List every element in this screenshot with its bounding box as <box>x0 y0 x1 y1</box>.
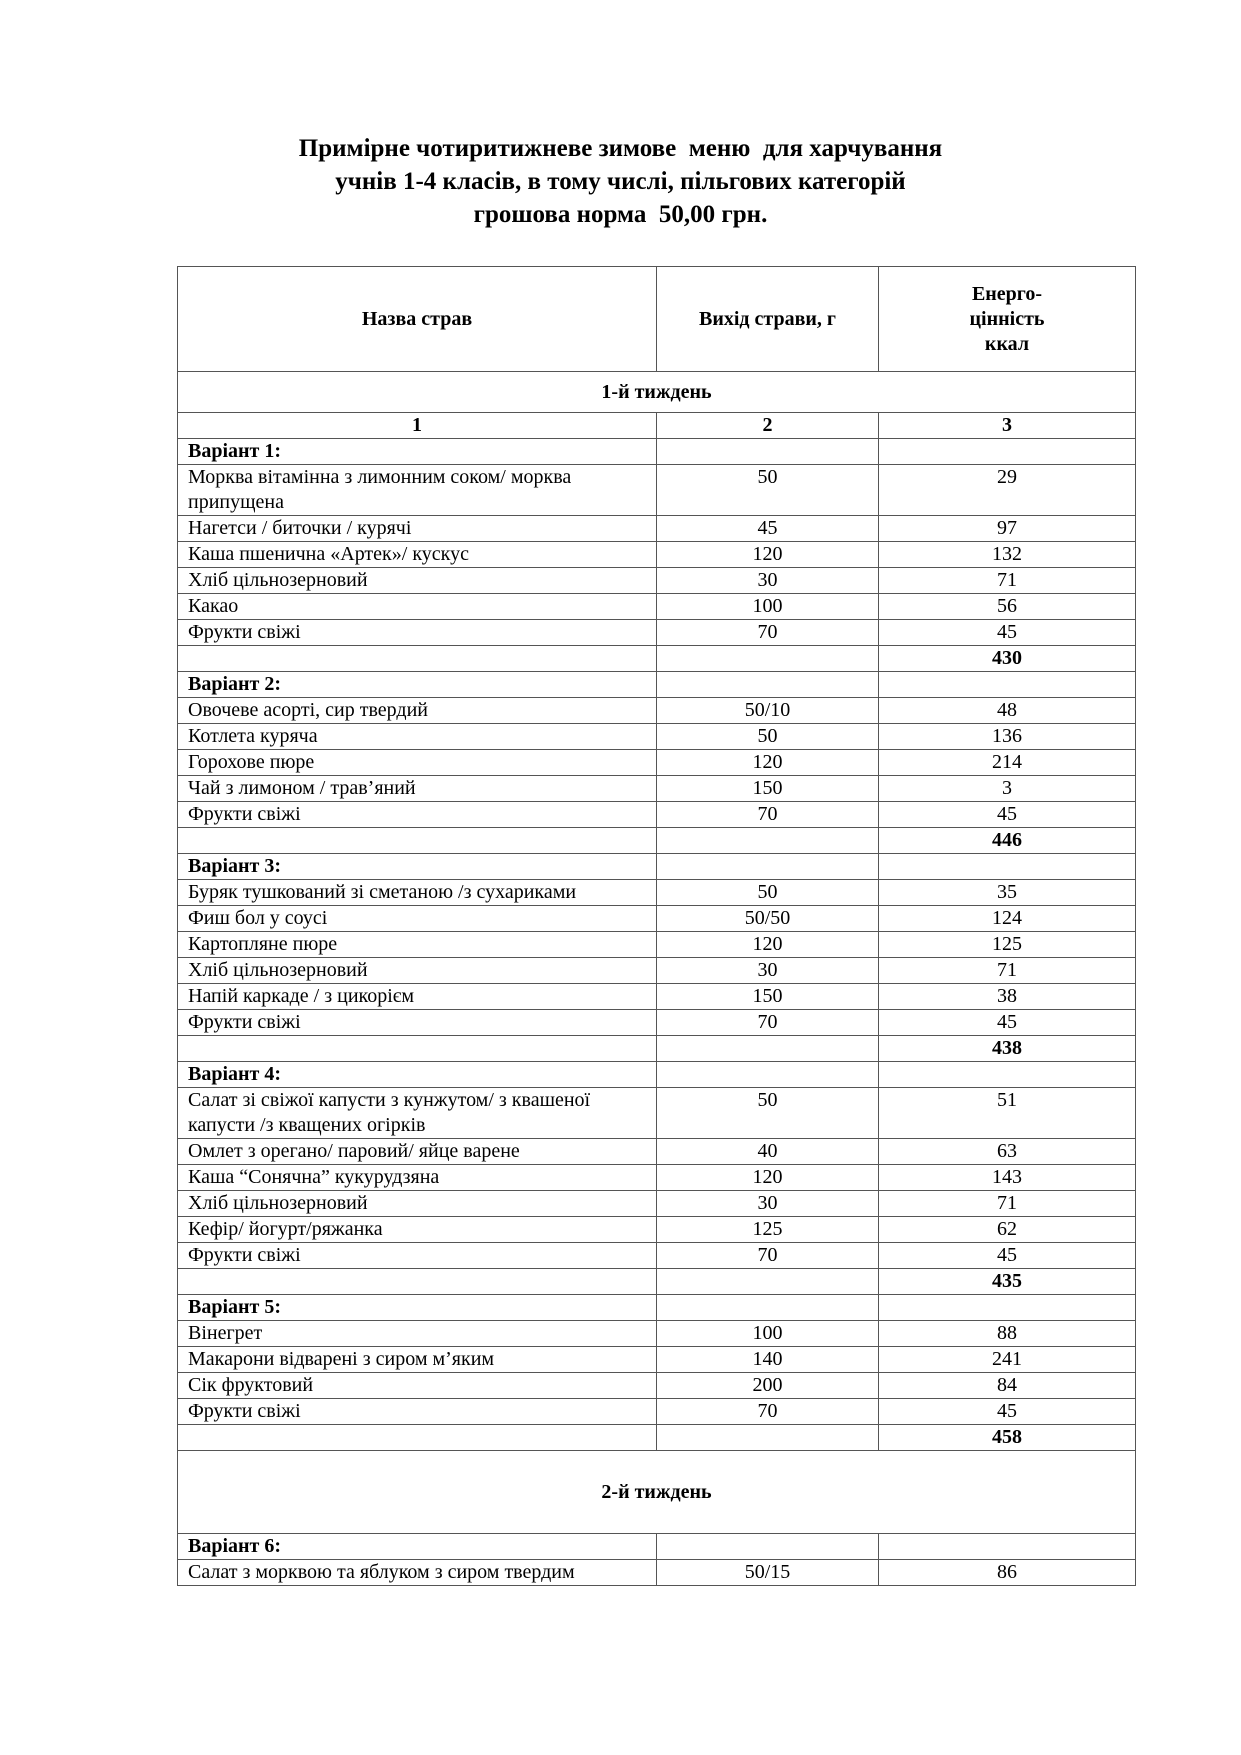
dish-yield: 50/50 <box>657 906 879 932</box>
variant-row <box>178 854 1136 880</box>
dish-name: Кефір/ йогурт/ряжанка <box>178 1217 657 1243</box>
empty-cell <box>657 828 879 854</box>
empty-cell <box>178 1036 657 1062</box>
dish-name: Котлета куряча <box>178 724 657 750</box>
dish-kcal: 51 <box>879 1088 1136 1139</box>
dish-kcal: 88 <box>879 1321 1136 1347</box>
week-label: 2-й тиждень <box>178 1451 1136 1534</box>
dish-kcal: 136 <box>879 724 1136 750</box>
dish-name: Чай з лимоном / трав’яний <box>178 776 657 802</box>
dish-yield: 200 <box>657 1373 879 1399</box>
dish-name: Овочеве асорті, сир твердий <box>178 698 657 724</box>
dish-name: Сік фруктовий <box>178 1373 657 1399</box>
dish-yield: 150 <box>657 984 879 1010</box>
dish-kcal: 45 <box>879 1399 1136 1425</box>
dish-row <box>178 1560 1136 1586</box>
dish-row <box>178 1373 1136 1399</box>
empty-cell <box>657 1036 879 1062</box>
menu-table <box>177 266 1136 1586</box>
dish-kcal: 45 <box>879 802 1136 828</box>
empty-cell <box>879 672 1136 698</box>
dish-kcal: 124 <box>879 906 1136 932</box>
column-number: 2 <box>657 413 879 439</box>
empty-cell <box>879 1062 1136 1088</box>
variant-total-kcal: 446 <box>879 828 1136 854</box>
variant-row <box>178 439 1136 465</box>
variant-label: Варіант 5: <box>178 1295 657 1321</box>
dish-row <box>178 958 1136 984</box>
variant-label: Варіант 2: <box>178 672 657 698</box>
dish-yield: 70 <box>657 802 879 828</box>
column-number-row <box>178 413 1136 439</box>
dish-kcal: 45 <box>879 1243 1136 1269</box>
dish-yield: 120 <box>657 1165 879 1191</box>
dish-name: Морква вітамінна з лимонним соком/ морква припущена <box>178 465 657 516</box>
variant-row <box>178 1295 1136 1321</box>
dish-name: Хліб цільнозерновий <box>178 958 657 984</box>
empty-cell <box>879 1534 1136 1560</box>
dish-row <box>178 906 1136 932</box>
dish-kcal: 38 <box>879 984 1136 1010</box>
dish-kcal: 97 <box>879 516 1136 542</box>
dish-kcal: 62 <box>879 1217 1136 1243</box>
dish-name: Фрукти свіжі <box>178 1243 657 1269</box>
header-energy-line1: Енерго- <box>971 282 1043 305</box>
dish-name: Фрукти свіжі <box>178 620 657 646</box>
dish-name: Фиш бол у соусі <box>178 906 657 932</box>
variant-total-kcal: 458 <box>879 1425 1136 1451</box>
dish-name: Салат зі свіжої капусти з кунжутом/ з квашеної капусти /з кващених огірків <box>178 1088 657 1139</box>
dish-row <box>178 1243 1136 1269</box>
variant-label: Варіант 6: <box>178 1534 657 1560</box>
dish-kcal: 45 <box>879 1010 1136 1036</box>
dish-kcal: 125 <box>879 932 1136 958</box>
dish-yield: 30 <box>657 958 879 984</box>
dish-kcal: 56 <box>879 594 1136 620</box>
dish-name: Хліб цільнозерновий <box>178 568 657 594</box>
empty-cell <box>657 1534 879 1560</box>
dish-kcal: 84 <box>879 1373 1136 1399</box>
dish-row <box>178 1088 1136 1139</box>
dish-yield: 50/15 <box>657 1560 879 1586</box>
header-name: Назва страв <box>178 267 657 372</box>
header-yield: Вихід страви, г <box>657 267 879 372</box>
variant-row <box>178 1534 1136 1560</box>
column-number: 3 <box>879 413 1136 439</box>
dish-kcal: 86 <box>879 1560 1136 1586</box>
dish-kcal: 71 <box>879 568 1136 594</box>
variant-row <box>178 1062 1136 1088</box>
title-line-1: Примірне чотиритижневе зимове меню для харчування <box>298 135 943 162</box>
dish-name: Какао <box>178 594 657 620</box>
dish-yield: 120 <box>657 750 879 776</box>
dish-kcal: 241 <box>879 1347 1136 1373</box>
empty-cell <box>879 439 1136 465</box>
dish-name: Хліб цільнозерновий <box>178 1191 657 1217</box>
dish-row <box>178 1217 1136 1243</box>
empty-cell <box>657 1269 879 1295</box>
dish-yield: 70 <box>657 1243 879 1269</box>
dish-kcal: 71 <box>879 1191 1136 1217</box>
dish-kcal: 35 <box>879 880 1136 906</box>
title-line-2: учнів 1-4 класів, в тому числі, пільгових категорій <box>335 168 906 195</box>
empty-cell <box>657 439 879 465</box>
dish-yield: 120 <box>657 542 879 568</box>
dish-yield: 70 <box>657 620 879 646</box>
dish-name: Салат з морквою та яблуком з сиром твердим <box>178 1560 657 1586</box>
dish-yield: 100 <box>657 594 879 620</box>
dish-name: Горохове пюре <box>178 750 657 776</box>
dish-yield: 100 <box>657 1321 879 1347</box>
empty-cell <box>657 646 879 672</box>
dish-kcal: 48 <box>879 698 1136 724</box>
empty-cell <box>657 1295 879 1321</box>
dish-name: Напій каркаде / з цикорієм <box>178 984 657 1010</box>
dish-yield: 70 <box>657 1399 879 1425</box>
dish-yield: 30 <box>657 1191 879 1217</box>
dish-name: Буряк тушкований зі сметаною /з сухариками <box>178 880 657 906</box>
variant-label: Варіант 4: <box>178 1062 657 1088</box>
dish-row <box>178 880 1136 906</box>
dish-row <box>178 1321 1136 1347</box>
dish-name: Омлет з орегано/ паровий/ яйце варене <box>178 1139 657 1165</box>
week-row <box>178 1451 1136 1534</box>
dish-kcal: 71 <box>879 958 1136 984</box>
empty-cell <box>178 1425 657 1451</box>
dish-row <box>178 802 1136 828</box>
dish-row <box>178 568 1136 594</box>
total-row <box>178 1036 1136 1062</box>
empty-cell <box>879 854 1136 880</box>
dish-kcal: 143 <box>879 1165 1136 1191</box>
dish-yield: 125 <box>657 1217 879 1243</box>
column-number: 1 <box>178 413 657 439</box>
dish-kcal: 214 <box>879 750 1136 776</box>
dish-name: Каша “Сонячна” кукурудзяна <box>178 1165 657 1191</box>
dish-kcal: 45 <box>879 620 1136 646</box>
dish-yield: 30 <box>657 568 879 594</box>
total-row <box>178 1425 1136 1451</box>
dish-yield: 140 <box>657 1347 879 1373</box>
dish-yield: 50 <box>657 880 879 906</box>
variant-total-kcal: 435 <box>879 1269 1136 1295</box>
dish-row <box>178 1347 1136 1373</box>
title-line-3: грошова норма 50,00 грн. <box>473 201 768 228</box>
dish-row <box>178 620 1136 646</box>
dish-row <box>178 1191 1136 1217</box>
dish-kcal: 29 <box>879 465 1136 516</box>
dish-yield: 40 <box>657 1139 879 1165</box>
header-energy-line2: цінність <box>969 307 1045 330</box>
total-row <box>178 828 1136 854</box>
dish-row <box>178 1399 1136 1425</box>
dish-yield: 120 <box>657 932 879 958</box>
variant-row <box>178 672 1136 698</box>
dish-row <box>178 698 1136 724</box>
dish-yield: 50/10 <box>657 698 879 724</box>
empty-cell <box>657 1425 879 1451</box>
dish-name: Картопляне пюре <box>178 932 657 958</box>
total-row <box>178 1269 1136 1295</box>
dish-kcal: 132 <box>879 542 1136 568</box>
dish-yield: 50 <box>657 724 879 750</box>
variant-label: Варіант 1: <box>178 439 657 465</box>
variant-total-kcal: 438 <box>879 1036 1136 1062</box>
dish-name: Нагетси / биточки / курячі <box>178 516 657 542</box>
dish-row <box>178 1165 1136 1191</box>
header-row <box>178 267 1136 372</box>
dish-row <box>178 594 1136 620</box>
dish-row <box>178 750 1136 776</box>
dish-name: Вінегрет <box>178 1321 657 1347</box>
total-row <box>178 646 1136 672</box>
header-energy-line3: ккал <box>984 332 1030 355</box>
empty-cell <box>657 854 879 880</box>
dish-yield: 50 <box>657 1088 879 1139</box>
document-title <box>0 132 1241 231</box>
dish-row <box>178 516 1136 542</box>
dish-row <box>178 542 1136 568</box>
week-label: 1-й тиждень <box>178 372 1136 413</box>
empty-cell <box>879 1295 1136 1321</box>
dish-row <box>178 932 1136 958</box>
dish-name: Фрукти свіжі <box>178 1399 657 1425</box>
header-energy <box>879 267 1136 372</box>
dish-row <box>178 724 1136 750</box>
empty-cell <box>657 1062 879 1088</box>
dish-row <box>178 1010 1136 1036</box>
empty-cell <box>178 1269 657 1295</box>
dish-name: Фрукти свіжі <box>178 1010 657 1036</box>
dish-kcal: 3 <box>879 776 1136 802</box>
variant-total-kcal: 430 <box>879 646 1136 672</box>
dish-yield: 150 <box>657 776 879 802</box>
variant-label: Варіант 3: <box>178 854 657 880</box>
empty-cell <box>178 828 657 854</box>
dish-row <box>178 1139 1136 1165</box>
dish-name: Каша пшенична «Артек»/ кускус <box>178 542 657 568</box>
dish-name: Фрукти свіжі <box>178 802 657 828</box>
dish-yield: 45 <box>657 516 879 542</box>
dish-row <box>178 465 1136 516</box>
dish-row <box>178 776 1136 802</box>
empty-cell <box>657 672 879 698</box>
dish-yield: 70 <box>657 1010 879 1036</box>
week-row <box>178 372 1136 413</box>
empty-cell <box>178 646 657 672</box>
dish-row <box>178 984 1136 1010</box>
dish-yield: 50 <box>657 465 879 516</box>
dish-kcal: 63 <box>879 1139 1136 1165</box>
dish-name: Макарони відварені з сиром м’яким <box>178 1347 657 1373</box>
